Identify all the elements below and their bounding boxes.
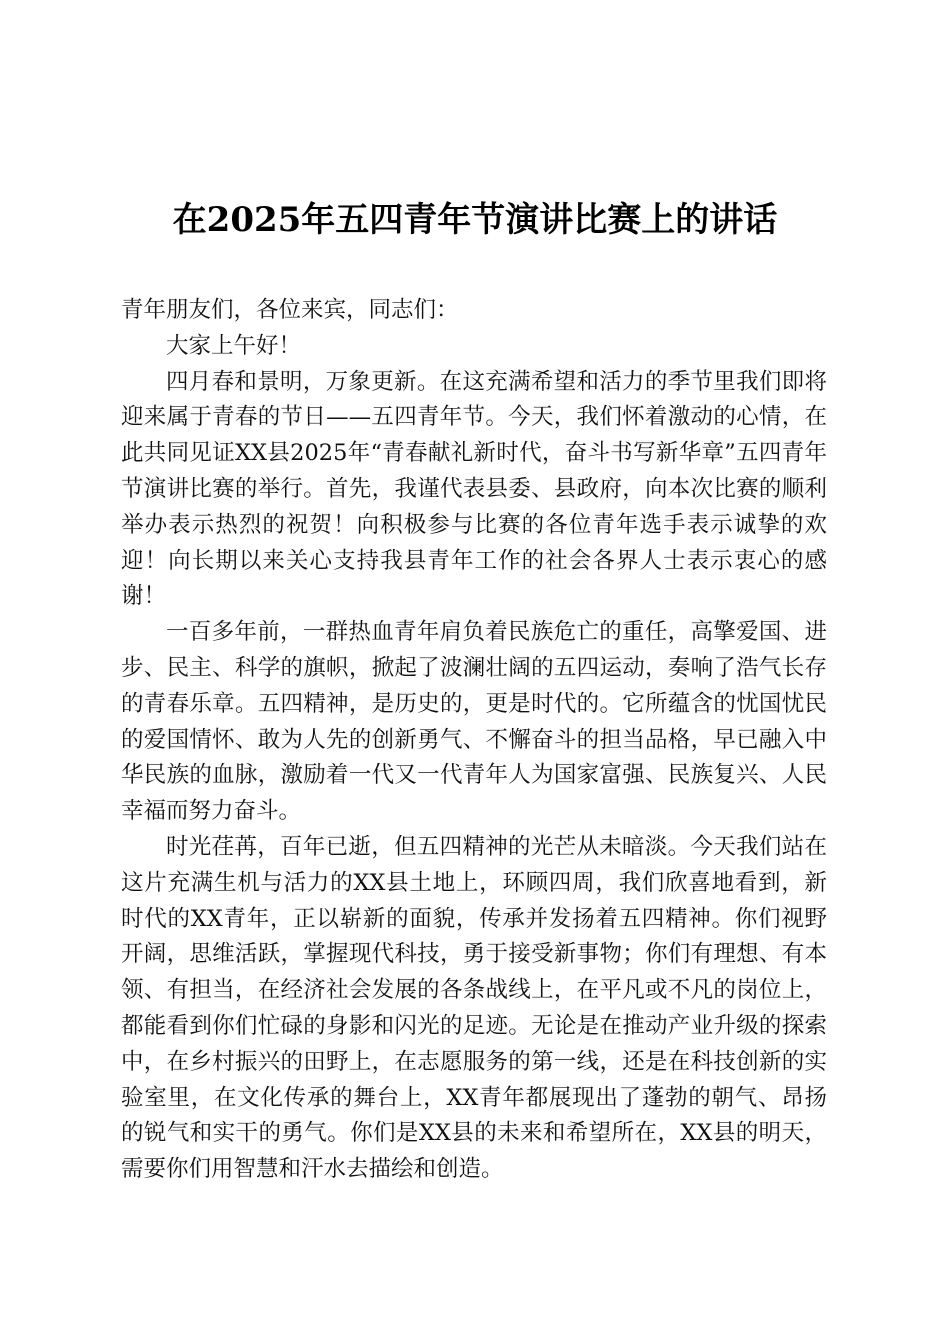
paragraph-present: 时光荏苒，百年已逝，但五四精神的光芒从未暗淡。今天我们站在这片充满生机与活力的XX县土地上，环顾四周，我们欣喜地看到，新时代的XX青年，正以崭新的面貌，传承并发扬着五四精神。你们视野开阔，思维活跃，掌握现代科技，勇于接受新事物；你们有理想、有本领、有担当，在经济社会发展的各条战线上，在平凡或不凡的岗位上，都能看到你们忙碌的身影和闪光的足迹。无论是在推动产业升级的探索中，在乡村振兴的田野上，在志愿服务的第一线，还是在科技创新的实验室里，在文化传承的舞台上，XX青年都展现出了蓬勃的朝气、昂扬的锐气和实干的勇气。你们是XX县的未来和希望所在，XX县的明天，需要你们用智慧和汗水去描绘和创造。 — [121, 833, 827, 1183]
paragraph-opening: 四月春和景明，万象更新。在这充满希望和活力的季节里我们即将迎来属于青春的节日——五四青年节。今天，我们怀着激动的心情，在此共同见证XX县2025年“青春献礼新时代，奋斗书写新华章”五四青年节演讲比赛的举行。首先，我谨代表县委、县政府，向本次比赛的顺利举办表示热烈的祝贺！向积极参与比赛的各位青年选手表示诚挚的欢迎！向长期以来关心支持我县青年工作的社会各界人士表示衷心的感谢！ — [121, 368, 827, 610]
paragraph-greeting: 大家上午好！ — [166, 332, 302, 359]
salutation: 青年朋友们，各位来宾，同志们： — [121, 297, 459, 323]
document-body — [121, 293, 827, 1188]
paragraph-history: 一百多年前，一群热血青年肩负着民族危亡的重任，高擎爱国、进步、民主、科学的旗帜，掀起了波澜壮阔的五四运动，奏响了浩气长存的青春乐章。五四精神，是历史的，更是时代的。它所蕴含的忧国忧民的爱国情怀、敢为人先的创新勇气、不懈奋斗的担当品格，早已融入中华民族的血脉，激励着一代又一代青年人为国家富强、民族复兴、人民幸福而努力奋斗。 — [121, 619, 827, 825]
document-title: 在2025年五四青年节演讲比赛上的讲话 — [172, 200, 778, 240]
